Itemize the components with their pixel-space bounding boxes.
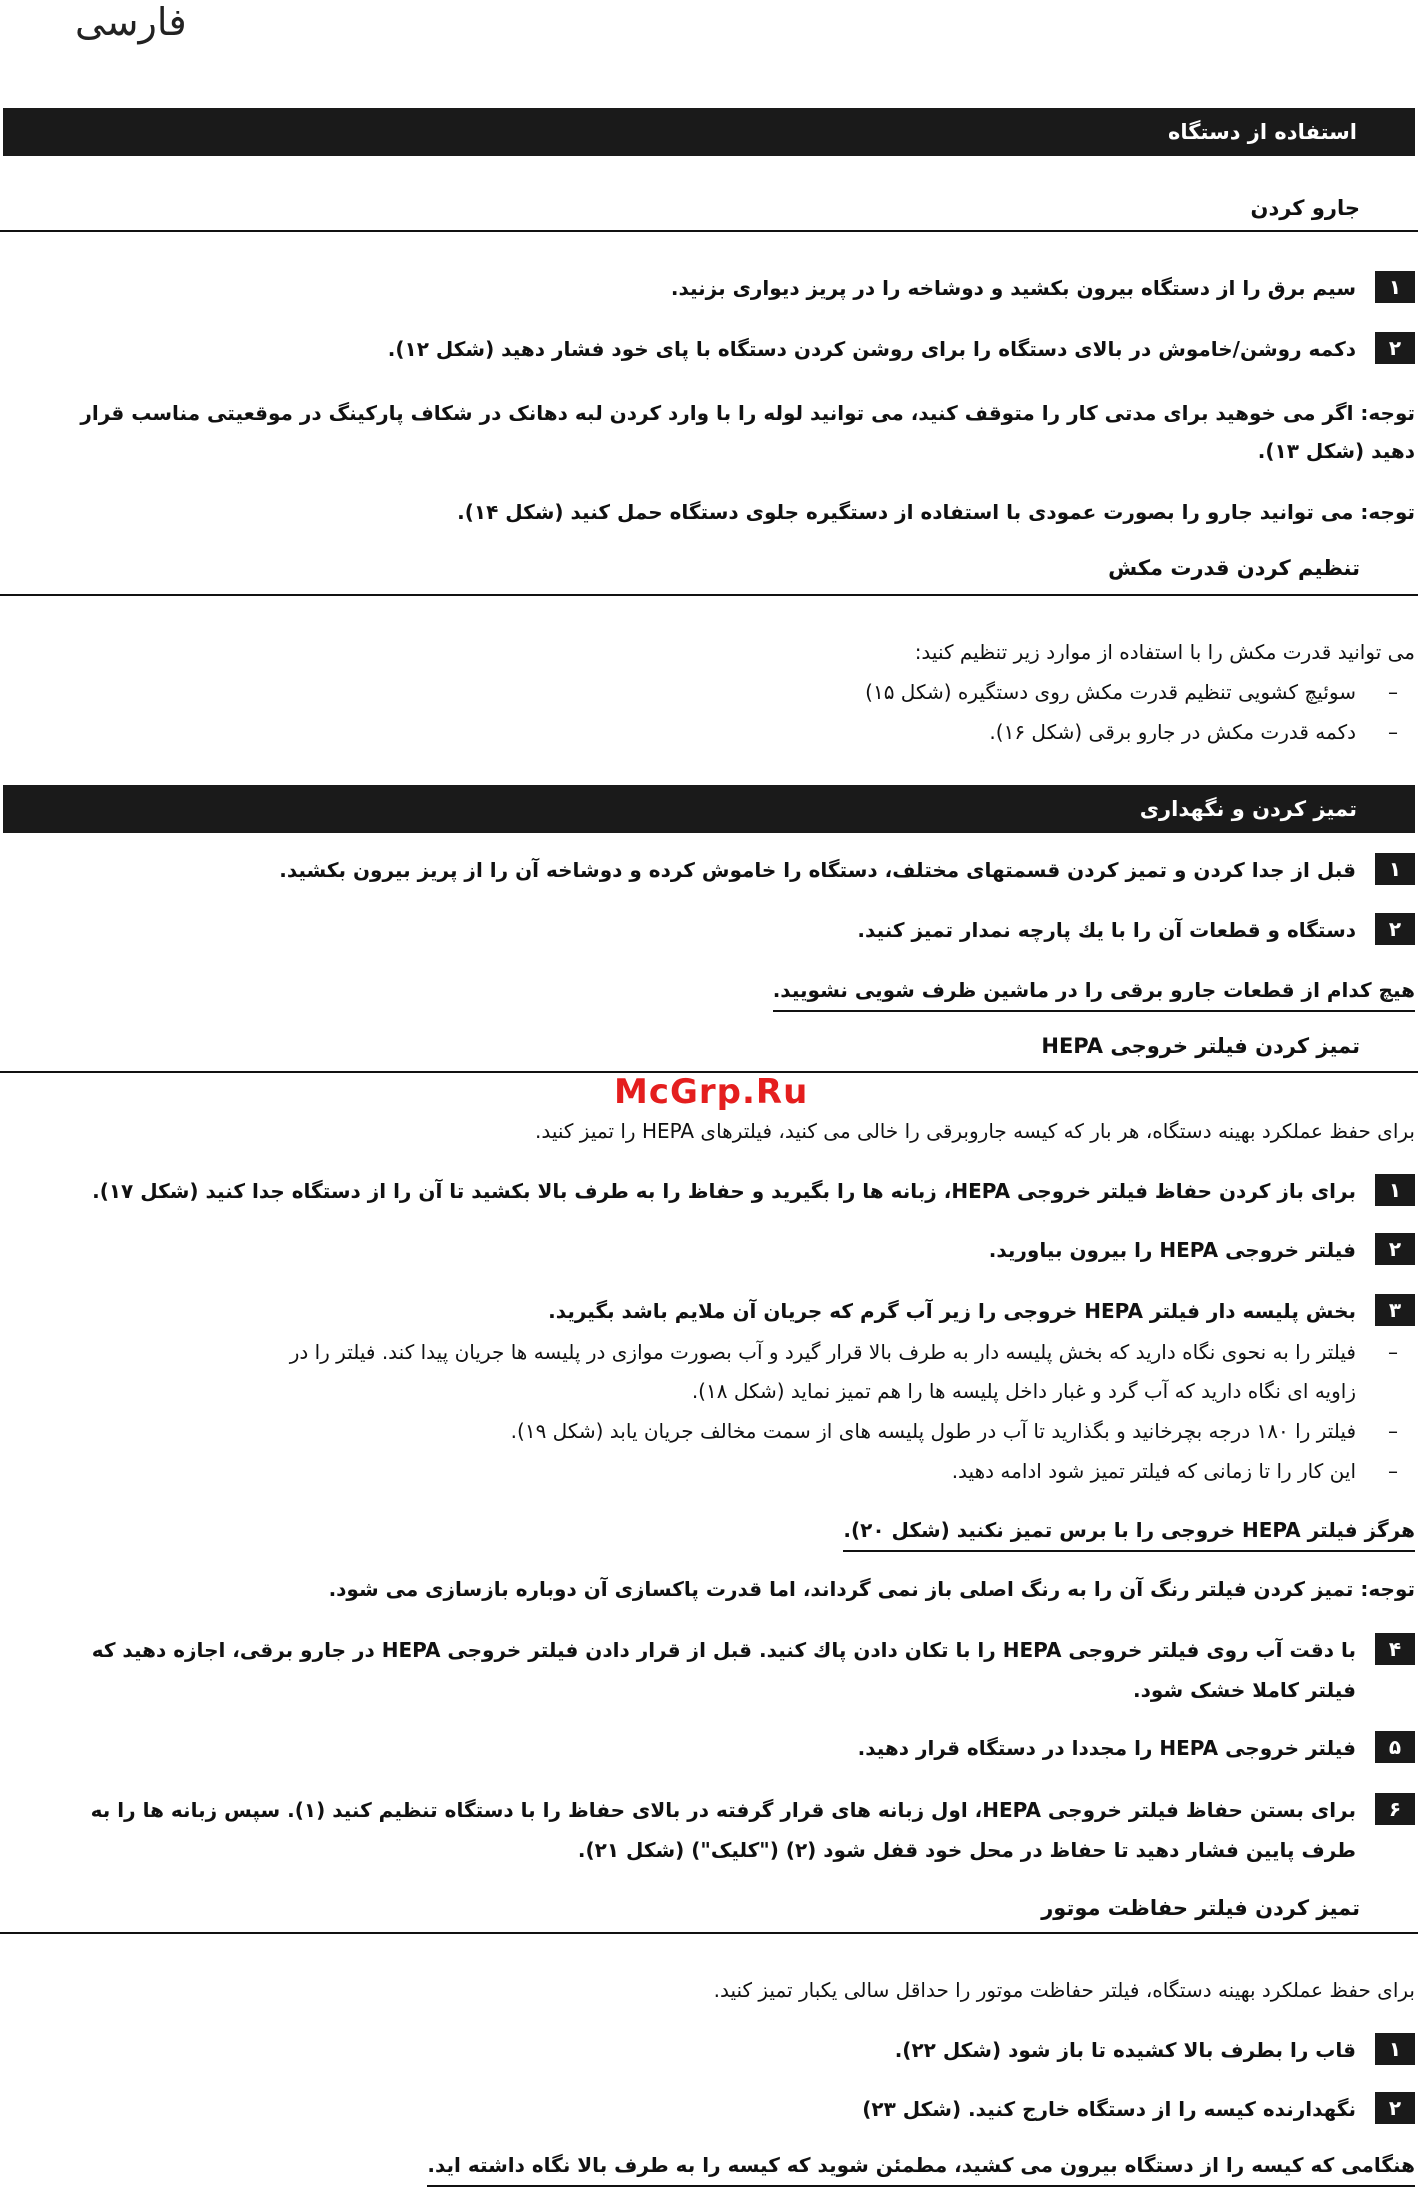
note-text: توجه: اگر می خوهید برای مدتی کار را متوقف کنید، می توانید لوله را با وارد کردن لبه دهانک در شکاف پارکینگ در موقعیتی مناسب قرار — [80, 401, 1415, 425]
note-text: توجه: تمیز کردن فیلتر رنگ آن را به رنگ اصلی باز نمی گرداند، اما قدرت پاکسازی آن دوباره بازسازی می شود. — [328, 1577, 1415, 1601]
bullet-text: این کار را تا زمانی که فیلتر تمیز شود ادامه دهید. — [951, 1459, 1356, 1483]
bullet-text: زاویه ای نگاه دارید که آب گرد و غبار داخل پلیسه ها را هم تمیز نماید (شکل ۱۸). — [691, 1379, 1356, 1403]
divider — [0, 594, 1418, 596]
step-number: ۵ — [1375, 1731, 1415, 1763]
step-text: فیلتر خروجی HEPA را بیرون بیاورید. — [988, 1238, 1356, 1262]
subhead-hepa: تمیز کردن فیلتر خروجی HEPA — [1041, 1034, 1360, 1058]
warning-text: هیچ کدام از قطعات جارو برقی را در ماشین ظرف شویی نشویید. — [773, 970, 1415, 1012]
step-number: ۱ — [1375, 2033, 1415, 2065]
note-text: دهید (شکل ۱۳). — [1257, 439, 1415, 463]
divider — [0, 1932, 1418, 1934]
step-number: ۲ — [1375, 1233, 1415, 1265]
warning-text: هنگامی که کیسه را از دستگاه بیرون می کشید، مطمئن شوید که کیسه را به طرف بالا نگاه داشته اید. — [427, 2145, 1415, 2187]
section-header-cleaning: تمیز کردن و نگهداری — [3, 785, 1415, 833]
step-text: طرف پایین فشار دهید تا حفاظ در محل خود قفل شود (۲) ("کلیک") (شکل ۲۱). — [577, 1838, 1356, 1862]
bullet-text: فیلتر را به نحوی نگاه دارید که بخش پلیسه دار به طرف بالا قرار گیرد و آب بصورت موازی در پلیسه ها جریان پیدا کند. فیلتر را در — [289, 1340, 1356, 1364]
step-text: فیلتر کاملا خشک شود. — [1133, 1678, 1356, 1702]
section-header-using: استفاده از دستگاه — [3, 108, 1415, 156]
note-text: توجه: می توانید جارو را بصورت عمودی با استفاده از دستگیره جلوی دستگاه حمل کنید (شکل ۱۴). — [457, 500, 1415, 524]
step-text: نگهدارنده کیسه را از دستگاه خارج کنید. (شکل ۲۳) — [862, 2097, 1356, 2121]
bullet-dash: – — [1388, 1459, 1398, 1483]
body-text: می توانید قدرت مکش را با استفاده از موارد زیر تنظیم کنید: — [914, 640, 1415, 664]
step-text: دکمه روشن/خاموش در بالای دستگاه را برای روشن کردن دستگاه با پای خود فشار دهید (شکل ۱۲). — [387, 337, 1356, 361]
step-number: ۱ — [1375, 271, 1415, 303]
step-text: بخش پلیسه دار فیلتر HEPA خروجی را زیر آب گرم که جریان آن ملایم باشد بگیرید. — [548, 1299, 1356, 1323]
step-text: با دقت آب روی فیلتر خروجی HEPA را با تکان دادن پاك كنید. قبل از قرار دادن فیلتر خروجی HEPA در جارو برقی، اجازه دهید که — [91, 1638, 1356, 1662]
bullet-dash: – — [1388, 720, 1398, 744]
watermark: McGrp.Ru — [614, 1072, 809, 1112]
step-text: دستگاه و قطعات آن را با یك پارچه نمدار تمیز كنید. — [857, 918, 1356, 942]
step-number: ۳ — [1375, 1294, 1415, 1326]
step-text: فیلتر خروجی HEPA را مجددا در دستگاه قرار دهید. — [857, 1736, 1356, 1760]
body-text: برای حفظ عملکرد بهینه دستگاه، فیلتر حفاظت موتور را حداقل سالی یکبار تمیز کنید. — [713, 1978, 1415, 2002]
step-text: برای باز کردن حفاظ فیلتر خروجی HEPA، زبانه ها را بگیرید و حفاظ را به طرف بالا بکشید تا آن را از دستگاه جدا کنید (شکل ۱۷). — [92, 1179, 1356, 1203]
bullet-text: دکمه قدرت مکش در جارو برقی (شکل ۱۶). — [989, 720, 1356, 744]
step-number: ۲ — [1375, 332, 1415, 364]
bullet-dash: – — [1388, 1340, 1398, 1364]
subhead-suction: تنظیم کردن قدرت مکش — [1108, 556, 1360, 580]
step-number: ۱ — [1375, 1174, 1415, 1206]
body-text: برای حفظ عملکرد بهینه دستگاه، هر بار که کیسه جاروبرقی را خالی می کنید، فیلترهای HEPA را تمیز کنید. — [535, 1119, 1415, 1143]
step-text: سیم برق را از دستگاه بیرون بکشید و دوشاخه را در پریز دیواری بزنید. — [670, 276, 1356, 300]
subhead-motor: تمیز کردن فیلتر حفاظت موتور — [1041, 1896, 1360, 1920]
step-number: ۶ — [1375, 1793, 1415, 1825]
bullet-text: فیلتر را ۱۸۰ درجه بچرخانید و بگذارید تا آب در طول پلیسه های از سمت مخالف جریان یابد (شکل ۱۹). — [510, 1419, 1356, 1443]
step-number: ۲ — [1375, 913, 1415, 945]
subhead-vacuuming: جارو کردن — [1250, 196, 1360, 220]
bullet-dash: – — [1388, 680, 1398, 704]
divider — [0, 230, 1418, 232]
step-text: برای بستن حفاظ فیلتر خروجی HEPA، اول زبانه های قرار گرفته در بالای حفاظ را با دستگاه تنظیم کنید (۱). سپس زبانه ها را به — [90, 1798, 1356, 1822]
step-number: ۱ — [1375, 853, 1415, 885]
bullet-text: سوئیچ کشویی تنظیم قدرت مکش روی دستگیره (شکل ۱۵) — [865, 680, 1356, 704]
bullet-dash: – — [1388, 1419, 1398, 1443]
warning-text: هرگز فیلتر HEPA خروجی را با برس تمیز نکنید (شکل ۲۰). — [843, 1510, 1415, 1552]
step-number: ۲ — [1375, 2092, 1415, 2124]
step-number: ۴ — [1375, 1633, 1415, 1665]
step-text: قبل از جدا کردن و تمیز کردن قسمتهای مختلف، دستگاه را خاموش کرده و دوشاخه آن را از پریز بیرون بکشید. — [279, 858, 1356, 882]
step-text: قاب را بطرف بالا کشیده تا باز شود (شکل ۲۲). — [894, 2038, 1356, 2062]
language-title: فارسی — [75, 0, 187, 44]
